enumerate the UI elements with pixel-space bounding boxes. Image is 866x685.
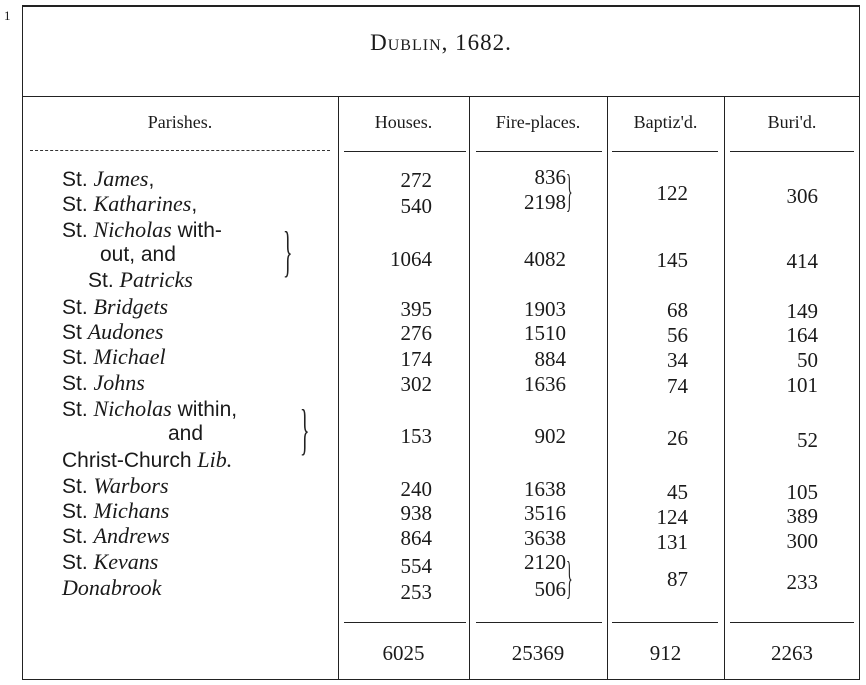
fireplaces-cell: 2120 <box>524 550 566 574</box>
parish-name: St Audones <box>62 319 164 344</box>
buried-cell: 149 <box>786 299 818 323</box>
houses-cell: 302 <box>400 372 432 396</box>
col-divider-1 <box>338 96 339 680</box>
houses-cell: 153 <box>400 424 432 448</box>
header-dash-parishes <box>30 150 330 151</box>
baptized-cell: 131 <box>656 530 688 554</box>
header-houses: Houses. <box>374 112 433 132</box>
header-buried: Buri'd. <box>767 112 817 132</box>
parish-name: St. Katharines, <box>62 191 198 216</box>
total-fireplaces: 25369 <box>511 641 565 665</box>
parish-name: St. Patricks <box>88 267 193 292</box>
fireplaces-cell: 1903 <box>524 297 566 321</box>
houses-cell: 272 <box>400 168 432 192</box>
buried-cell: 233 <box>786 570 818 594</box>
parish-name: St. Bridgets <box>62 294 169 319</box>
houses-cell: 1064 <box>390 247 432 271</box>
fireplaces-cell: 1510 <box>524 321 566 345</box>
parish-name: St. Michael <box>62 344 166 369</box>
buried-cell: 414 <box>786 249 818 273</box>
header-rule-fireplaces <box>476 151 602 152</box>
buried-cell: 306 <box>786 184 818 208</box>
baptized-cell: 34 <box>667 348 688 372</box>
fireplaces-cell: 902 <box>534 424 566 448</box>
fireplaces-cell: 3638 <box>524 526 566 550</box>
parish-name: St. Kevans <box>62 549 159 574</box>
fireplaces-cell: 1636 <box>524 372 566 396</box>
col-divider-2 <box>469 96 470 680</box>
header-rule-houses <box>344 151 466 152</box>
col-divider-3 <box>607 96 608 680</box>
brace-icon: } <box>566 165 573 216</box>
brace-icon: } <box>566 552 573 603</box>
baptized-cell: 68 <box>667 298 688 322</box>
parish-name: St. James, <box>62 166 155 191</box>
total-houses: 6025 <box>382 641 425 665</box>
baptized-cell: 124 <box>656 505 688 529</box>
parish-name: St. Johns <box>62 370 145 395</box>
buried-cell: 101 <box>786 373 818 397</box>
fireplaces-cell: 884 <box>534 347 566 371</box>
houses-cell: 174 <box>400 347 432 371</box>
baptized-cell: 145 <box>656 248 688 272</box>
parish-name: St. Nicholas with- <box>62 217 222 242</box>
page-title: Dublin, 1682. <box>370 30 512 55</box>
parish-name: St. Warbors <box>62 473 169 498</box>
header-parishes: Parishes. <box>147 112 213 132</box>
parish-name: out, and <box>100 243 176 266</box>
buried-cell: 105 <box>786 480 818 504</box>
houses-cell: 276 <box>400 321 432 345</box>
houses-cell: 554 <box>400 554 432 578</box>
header-fireplaces: Fire-places. <box>495 112 581 132</box>
baptized-cell: 56 <box>667 323 688 347</box>
baptized-cell: 87 <box>667 567 688 591</box>
totals-rule-baptized <box>612 622 718 623</box>
page-number: 1 <box>4 8 11 23</box>
baptized-cell: 122 <box>656 181 688 205</box>
parish-name: Christ-Church Lib. <box>62 447 233 472</box>
total-baptized: 912 <box>649 641 682 665</box>
buried-cell: 164 <box>786 323 818 347</box>
header-rule-buried <box>730 151 854 152</box>
title-divider <box>22 96 860 97</box>
parish-name: Donabrook <box>62 575 162 600</box>
houses-cell: 938 <box>400 501 432 525</box>
houses-cell: 253 <box>400 580 432 604</box>
houses-cell: 395 <box>400 297 432 321</box>
brace-icon: } <box>300 399 310 461</box>
fireplaces-cell: 506 <box>534 577 566 601</box>
total-buried: 2263 <box>771 641 813 665</box>
fireplaces-cell: 1638 <box>524 477 566 501</box>
brace-icon: } <box>283 221 293 283</box>
baptized-cell: 26 <box>667 426 688 450</box>
fireplaces-cell: 2198 <box>524 190 566 214</box>
houses-cell: 540 <box>400 194 432 218</box>
buried-cell: 50 <box>797 348 818 372</box>
buried-cell: 389 <box>786 504 818 528</box>
fireplaces-cell: 4082 <box>524 247 566 271</box>
buried-cell: 52 <box>797 428 818 452</box>
buried-cell: 300 <box>786 529 818 553</box>
header-baptized: Baptiz'd. <box>633 112 698 132</box>
baptized-cell: 74 <box>667 374 688 398</box>
houses-cell: 240 <box>400 477 432 501</box>
totals-rule-buried <box>730 622 854 623</box>
header-rule-baptized <box>612 151 718 152</box>
baptized-cell: 45 <box>667 480 688 504</box>
parish-name: St. Andrews <box>62 523 170 548</box>
fireplaces-cell: 3516 <box>524 501 566 525</box>
top-border <box>22 5 860 6</box>
houses-cell: 864 <box>400 526 432 550</box>
parish-name: and <box>168 422 204 445</box>
parish-name: St. Nicholas within, <box>62 396 238 421</box>
totals-rule-houses <box>344 622 466 623</box>
fireplaces-cell: 836 <box>534 165 566 189</box>
parish-name: St. Michans <box>62 498 170 523</box>
totals-rule-fireplaces <box>476 622 602 623</box>
col-divider-4 <box>724 96 725 680</box>
